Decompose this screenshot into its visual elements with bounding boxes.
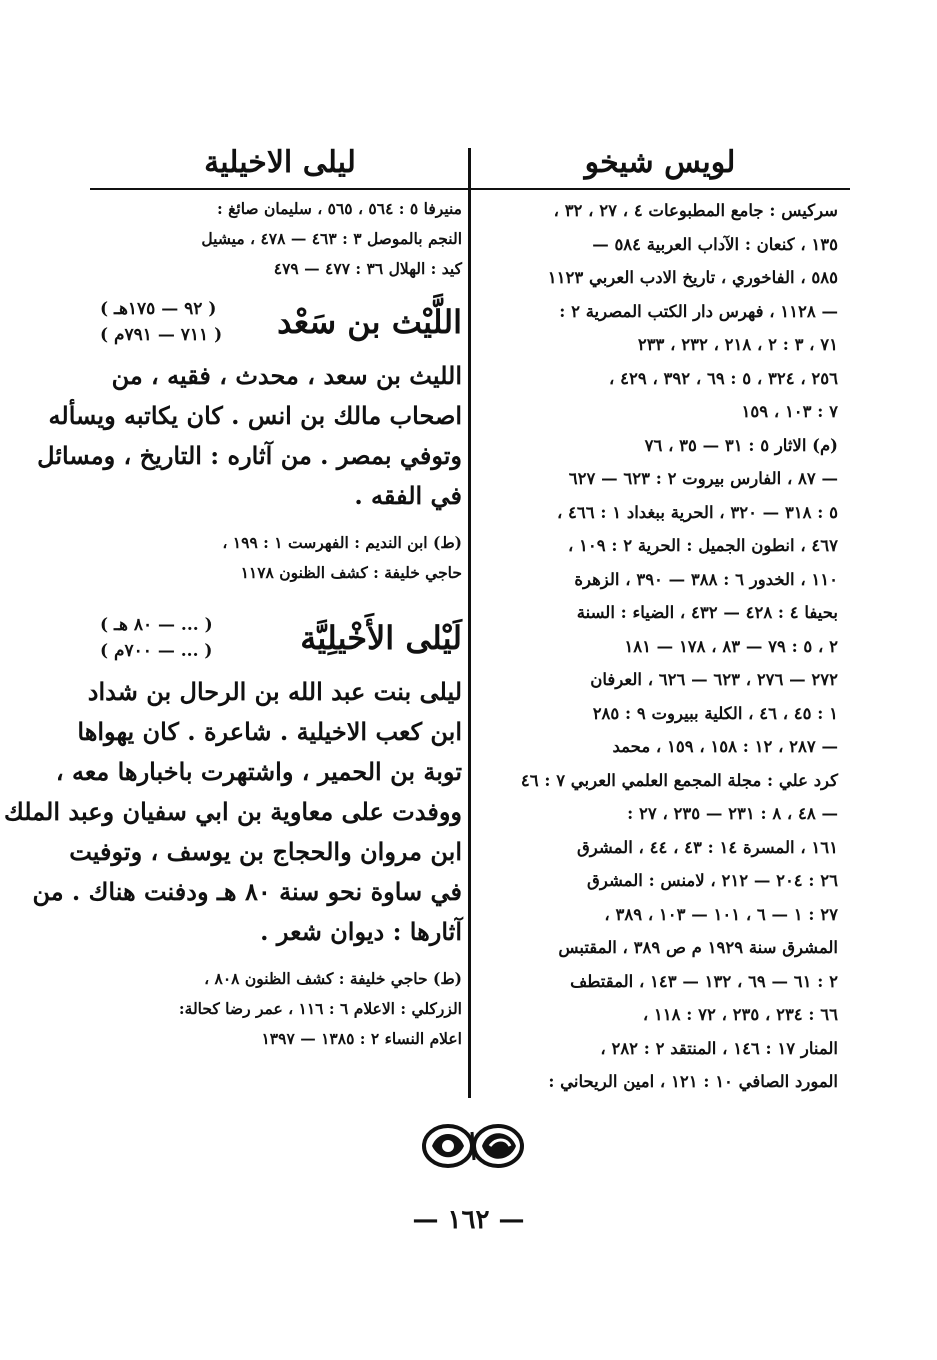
text-line: (م) الاثار ٥ : ٣١ — ٣٥ ، ٧٦ xyxy=(644,435,838,455)
text-line: توبة بن الحمير ، واشتهرت باخبارها معه ، xyxy=(55,757,462,786)
text-line: المورد الصافي ١٠ : ١٢١ ، امين الريحاني : xyxy=(548,1072,838,1091)
entry-dates xyxy=(100,612,213,664)
text-line: ليلى بنت عبد الله بن الرحال بن شداد xyxy=(87,677,462,706)
column-divider xyxy=(468,148,471,1098)
text-line: — ٨٧ ، الفارس بيروت ٢ : ٦٢٣ — ٦٢٧ xyxy=(568,469,838,488)
dates-hijri: ( ٩٢ — ١٧٥هـ ) xyxy=(100,299,217,319)
text-line: ٧ : ١٠٣ ، ١٥٩ xyxy=(741,402,838,421)
entry-references xyxy=(100,964,462,1054)
entry-body xyxy=(4,672,462,952)
text-line: وتوفي بمصر . من آثاره : التاريخ ، ومسائل xyxy=(37,441,462,470)
right-column-title: لويس شيخو xyxy=(584,145,736,180)
text-line: — ٤٨ ، ٨ : ٢٣١ — ٢٣٥ ، ٢٧ : xyxy=(627,804,838,823)
text-line: كيد : الهلال ٣٦ : ٤٧٧ — ٤٧٩ xyxy=(273,259,462,278)
floral-ornament-icon xyxy=(418,1118,528,1174)
text-line: ١ : ٤٥ ، ٤٦ ، الكلية ببيروت ٩ : ٢٨٥ xyxy=(592,703,838,723)
text-line: منيرفا ٥ : ٥٦٤ ، ٥٦٥ ، سليمان صائغ : xyxy=(217,199,462,218)
text-line: في ساوة نحو سنة ٨٠ هـ ودفنت هناك . من xyxy=(32,877,462,906)
text-line: ووفدت على معاوية بن ابي سفيان وعبد الملك xyxy=(4,797,462,826)
text-line: حاجي خليفة : كشف الظنون ١١٧٨ xyxy=(240,563,462,582)
right-column xyxy=(488,194,838,1099)
text-line: ٢٦ : ٢٠٤ — ٢١٢ ، لامنس : المشرق xyxy=(587,871,838,890)
text-line: سركيس : جامع المطبوعات ٤ ، ٢٧ ، ٣٢ ، xyxy=(553,201,838,220)
spacer xyxy=(100,516,462,528)
text-line: ٢٧ : ١ — ٦ ، ١٠١ — ١٠٣ ، ٣٨٩ ، xyxy=(604,904,838,924)
text-line: ٢ : ٦١ — ٦٩ ، ١٣٢ — ١٤٣ ، المقتطف xyxy=(570,971,838,991)
text-line: بحيفا ٤ : ٤٢٨ — ٤٣٢ ، الضياء : السنة xyxy=(576,603,838,622)
text-line: آثارها : ديوان شعر . xyxy=(260,917,462,946)
text-line: في الفقه . xyxy=(354,481,462,510)
text-line: ٥٨٥ ، الفاخوري ، تاريخ الادب العربي ١١٢٣ xyxy=(547,268,838,287)
text-line: الليث بن سعد ، محدث ، فقيه ، من xyxy=(111,361,462,390)
text-line: ١٣٥ ، كنعان : الآداب العربية ٥٨٤ — xyxy=(592,234,838,254)
continued-references xyxy=(100,194,462,284)
text-line: — ٢٨٧ ، ١٢ : ١٥٨ ، ١٥٩ ، محمد xyxy=(612,737,838,756)
entry-references xyxy=(100,528,462,588)
text-line: (ط) ابن النديم : الفهرست ١ : ١٩٩ ، xyxy=(222,533,462,552)
text-line: اعلام النساء ٢ : ١٣٨٥ — ١٣٩٧ xyxy=(261,1029,462,1048)
text-line: — ١١٢٨ ، فهرس دار الكتب المصرية ٢ : xyxy=(559,301,838,321)
text-line: ١١٠ ، الخدور ٦ : ٣٨٨ — ٣٩٠ ، الزهرة xyxy=(574,569,838,589)
text-line: ٥ : ٣١٨ — ٣٢٠ ، الحرية ببغداد ١ : ٤٦٦ ، xyxy=(556,502,838,522)
entry-dates xyxy=(100,296,222,348)
text-line: ٤٦٧ ، انطون الجميل : الحرية ٢ : ١٠٩ ، xyxy=(567,536,838,555)
text-line: الزركلي : الاعلام ٦ : ١١٦ ، عمر رضا كحالة: xyxy=(178,999,462,1018)
page-number: — ١٦٢ — xyxy=(412,1205,525,1235)
dates-hijri: ( ... — ٨٠ هـ ) xyxy=(100,615,213,635)
text-line: ٢٧٢ — ٢٧٦ ، ٦٢٣ — ٦٢٦ ، العرفان xyxy=(590,670,838,689)
spacer xyxy=(100,588,462,600)
dates-ad: ( ٧١١ — ٧٩١م ) xyxy=(100,325,223,345)
entry-body xyxy=(37,356,462,516)
left-column xyxy=(4,194,462,1054)
spacer xyxy=(100,952,462,964)
text-line: (ط) حاجي خليفة : كشف الظنون ٨٠٨ ، xyxy=(204,969,462,988)
text-line: اصحاب مالك بن انس . كان يكاتبه ويسأله xyxy=(48,401,462,430)
text-line: المشرق سنة ١٩٢٩ م ص ٣٨٩ ، المقتبس xyxy=(558,938,838,957)
entry-name: اللَّيْث بن سَعْد xyxy=(277,303,462,341)
text-line: كرد علي : مجلة المجمع العلمي العربي ٧ : ٤٦ xyxy=(520,770,838,790)
text-line: النجم بالموصل ٣ : ٤٦٣ — ٤٧٨ ، ميشيل xyxy=(201,229,462,248)
dates-ad: ( ... — ٧٠٠م ) xyxy=(100,641,213,661)
entry-heading-layla xyxy=(100,612,462,664)
text-line: ابن كعب الاخيلية . شاعرة . كان يهواها xyxy=(77,717,462,746)
text-line: ٢ ، ٥ : ٧٩ — ٨٣ ، ١٧٨ — ١٨١ xyxy=(624,636,838,656)
text-line: ابن مروان والحجاج بن يوسف ، وتوفيت xyxy=(69,837,462,866)
text-line: ١٦١ ، المسرة ١٤ : ٤٣ ، ٤٤ ، المشرق xyxy=(577,837,838,857)
left-column-title: ليلى الاخيلية xyxy=(204,145,356,180)
text-line: ٦٦ : ٢٣٤ ، ٢٣٥ ، ٧٢ : ١١٨ ، xyxy=(642,1005,838,1024)
entry-name: لَيْلى الأَخْيلِيَّة xyxy=(300,619,462,657)
text-line: ٧١ ، ٣ : ٢ ، ٢١٨ ، ٢٣٢ ، ٢٣٣ xyxy=(637,335,838,354)
entry-heading-laith xyxy=(100,296,462,348)
text-line: ٢٥٦ ، ٣٢٤ ، ٥ : ٦٩ ، ٣٩٢ ، ٤٢٩ ، xyxy=(609,368,838,388)
text-line: المنار ١٧ : ١٤٦ ، المنتقد ٢ : ٢٨٢ ، xyxy=(600,1038,838,1058)
